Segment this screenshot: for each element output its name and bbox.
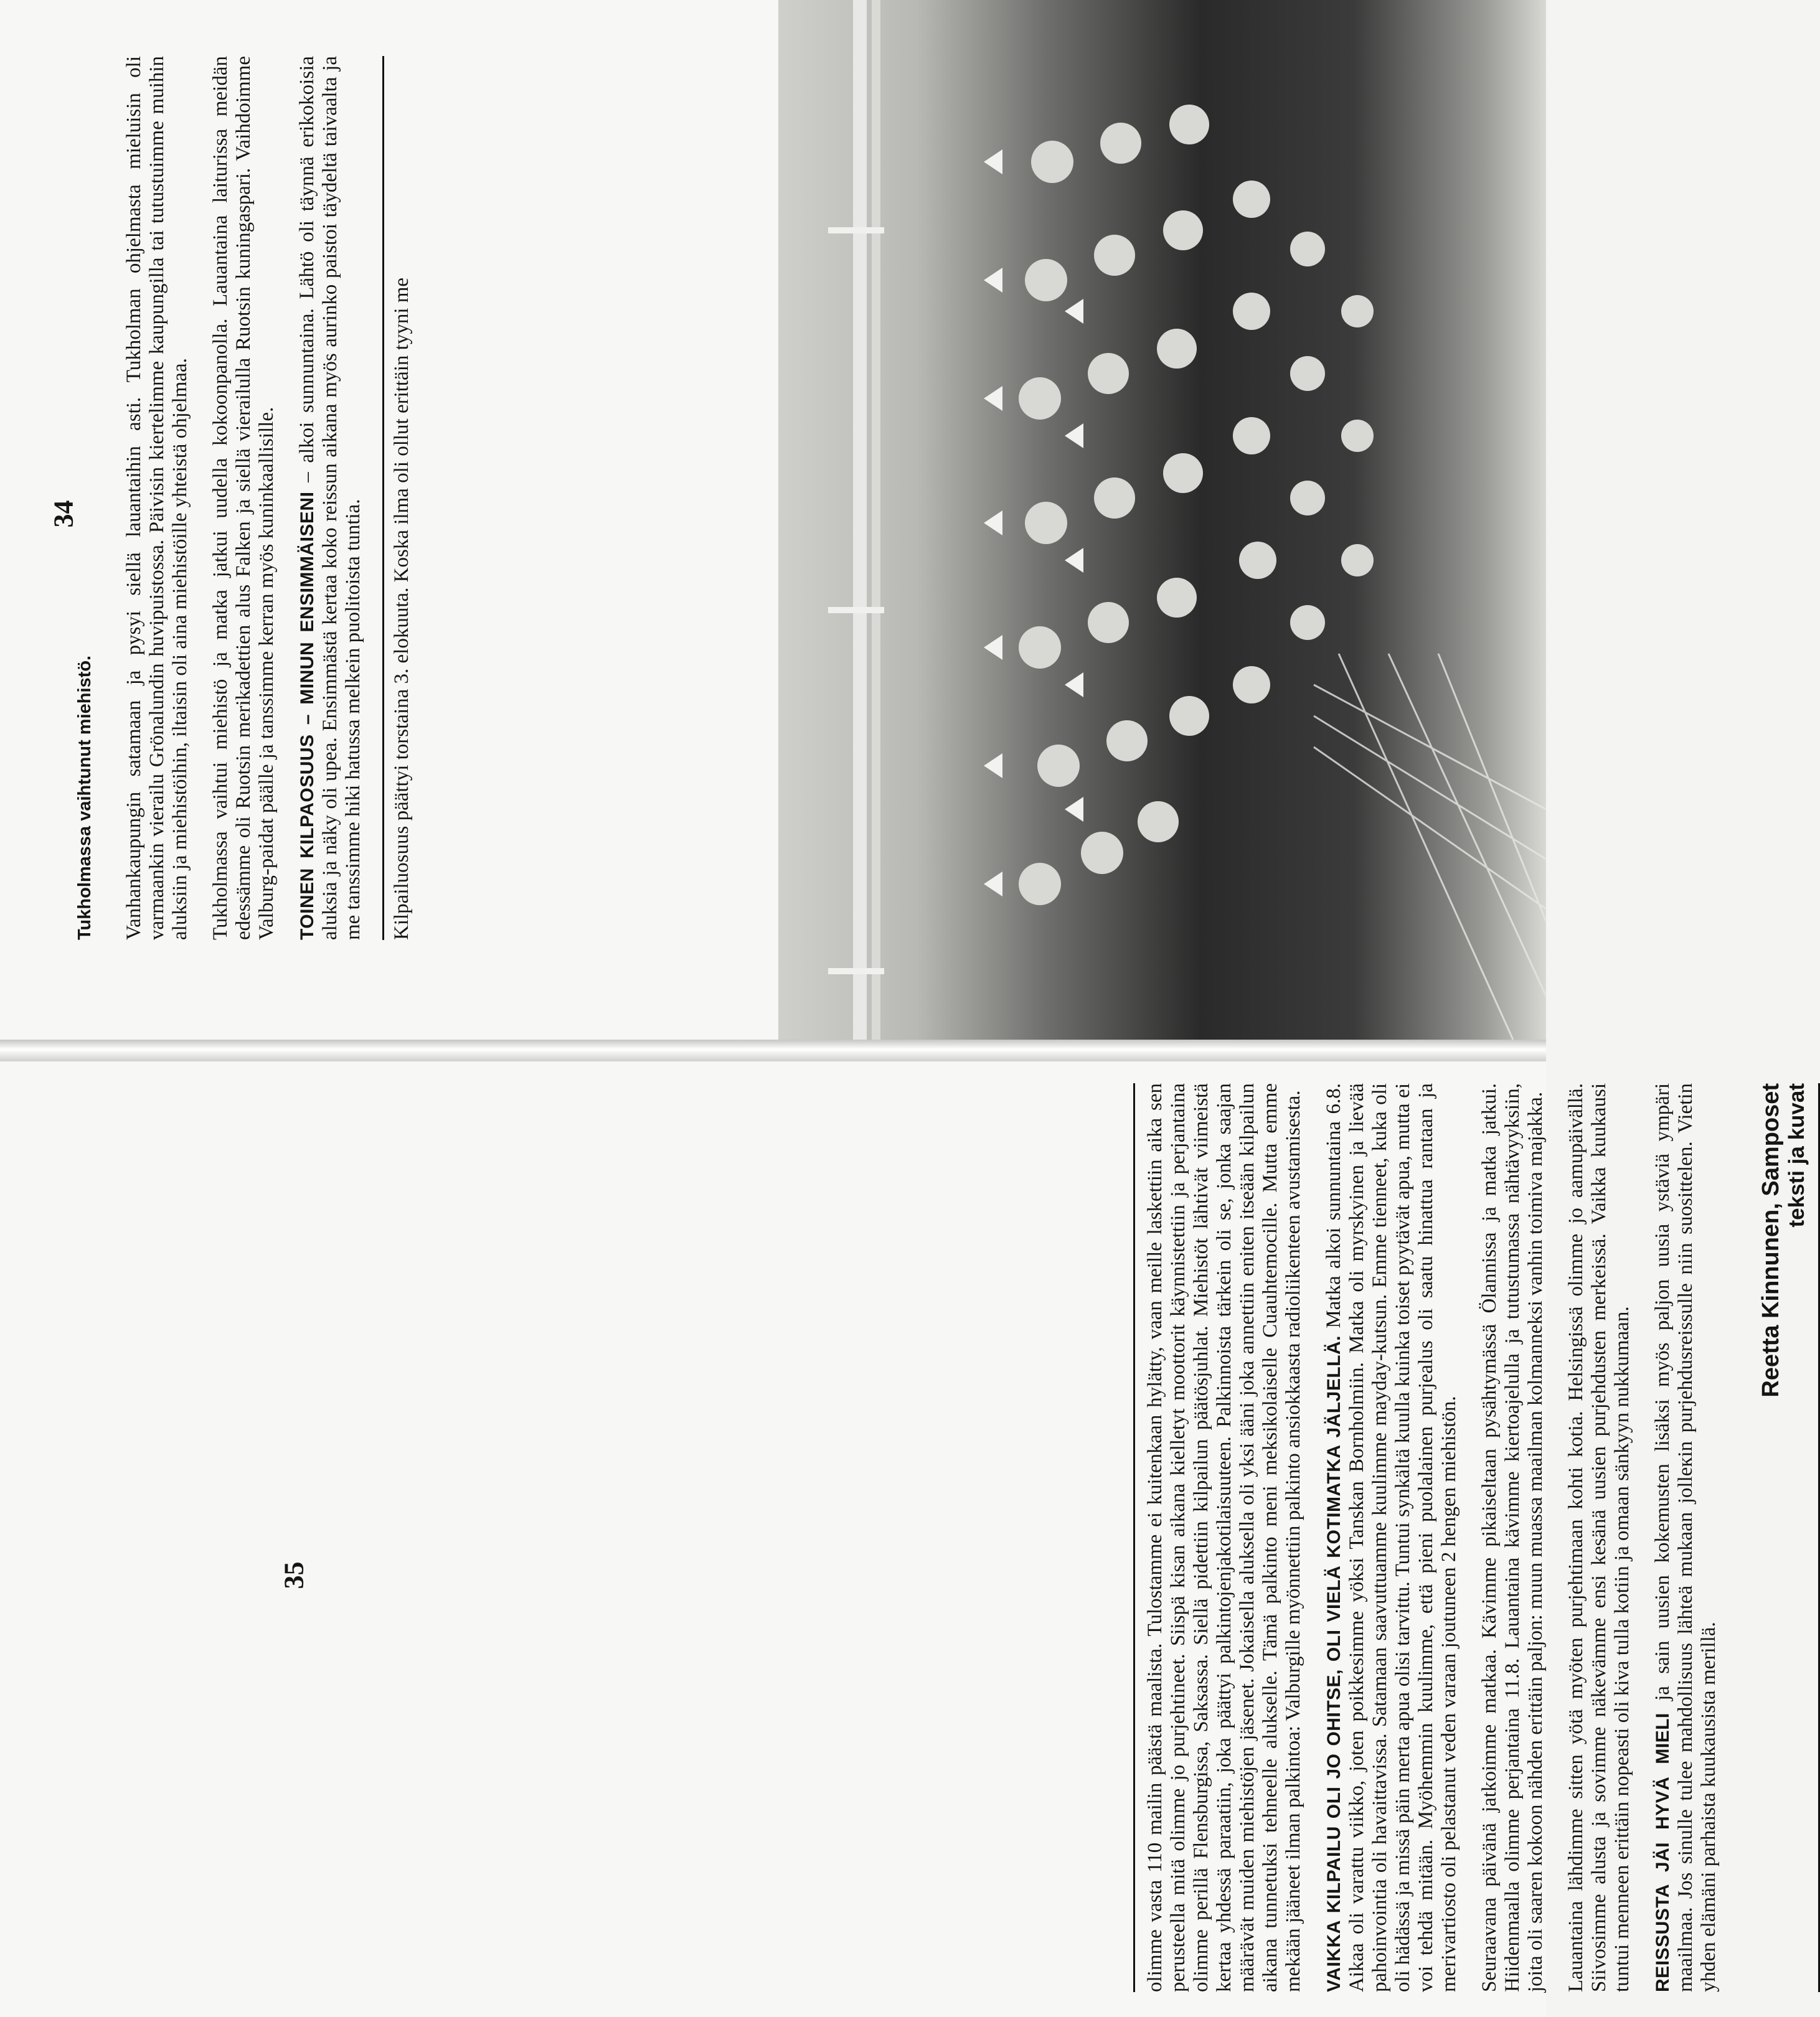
- page-34: [0, 0, 1546, 1041]
- paragraph-7-text: Seuraavana päivänä jatkoimme matkaa. Kävimme pikaiseltaan pysähtymässä Ölannissa ja matka jatkui. Hiidenmaalla olimme perjantaina 11.8. Lauantaina kävimme kiertoajelulla ja tutustumassa nähtävyyksiin, joita oli saaren kokoon nähden erittäin paljon: muun muassa maailman kolmanneksi vanhin toimiva majakka.: [1478, 1083, 1547, 1992]
- paragraph-3: [296, 56, 365, 940]
- top-rule: [1133, 1083, 1135, 1992]
- paragraph-8: [1565, 1083, 1634, 1992]
- paragraph-9: [1651, 1083, 1720, 1992]
- paragraph-5-text: olimme vasta 110 mailin päästä maalista. Tulostamme ei kuitenkaan hylätty, vaan meille laskettiin aika sen perusteella mitä olimme jo purjehtineet. Siispä kisan aikana kielletyt moottorit käynnistettiin ja perjantaina olimme perillä Flensburgissa, Saksassa. Siellä pidettiin kilpailun päätösjuhlat. Miehistöt lähtivät viimeistä kertaa yhdessä paraatiin, joka päättyi palkintojenjakotilaisuuteen. Palkinnoista tärkein oli se, jonka saajan määrävät muiden miehistöjen jäsenet. Jokaisella aluksella oli yksi ääni joka annettiin eniten itseään kilpailun aikana tunnetuksi tehneelle alukselle. Tämä palkinto meni meksikolaiselle Cuauhtemocille. Mutta emme mekään jääneet ilman palkintoa: Valburgille myönnettiin palkinto ansiokkaasta radioliikenteen avustamisesta.: [1144, 1083, 1304, 1992]
- paragraph-2-text: Tukholmassa vaihtui miehistö ja matka jatkui uudella kokoonpanolla. Lauantaina laiturissa meidän edessämme oli Ruotsin merikadettien alus Falken ja siellä vierailulla Ruotsin kuningaspari. Vaihdoimme Valburg-paidat päälle ja tanssimme kerran myös kuninkaallisille.: [209, 56, 278, 940]
- paragraph-7: [1478, 1083, 1547, 1992]
- paragraph-4: [390, 56, 413, 940]
- book-gutter: [0, 1040, 1546, 1061]
- author-credit: Reetta Kinnunen, Samposet: [1758, 1083, 1784, 1398]
- photo-illustration: [778, 0, 1546, 1040]
- page-35-text-frame: [1133, 1083, 1809, 1992]
- paragraph-6: [1323, 1083, 1461, 1992]
- page-number-34: 34: [48, 500, 79, 528]
- paragraph-9-lead: REISSUSTA JÄI HYVÄ MIELI: [1653, 1713, 1673, 1992]
- author-role: teksti ja kuvat: [1785, 1083, 1809, 1228]
- page-34-text-frame: [75, 56, 728, 940]
- paragraph-5: [1144, 1083, 1305, 1992]
- paragraph-8-text: Lauantaina lähdimme sitten yötä myöten purjehtimaan kohti kotia. Helsingissä olimme jo aamupäivällä. Siivosimme alusta ja sovimme näkevämme ensi kesänä uusien purjehdusten merkeissä. Vaikka kuukausi tuntui menneen erittäin nopeasti oli kiva tulla kotiin ja omaan sänkyyn nukkumaan.: [1565, 1083, 1633, 1992]
- crew-group-photo: [778, 0, 1546, 1040]
- paragraph-3-lead: TOINEN KILPAOSUUS – MINUN ENSIMMÄISENI: [297, 491, 318, 940]
- paragraph-1: [123, 56, 192, 940]
- paragraph-2: [209, 56, 278, 940]
- column-rule: [382, 56, 384, 940]
- paragraph-4-text: Kilpailuosuus päättyi torstaina 3. elokuuta. Koska ilma oli ollut erittäin tyyni me: [390, 277, 413, 940]
- page-number-35: 35: [278, 1561, 309, 1589]
- photo-caption: Tukholmassa vaihtunut miehistö.: [75, 655, 95, 940]
- paragraph-6-lead: VAIKKA KILPAILU OLI JO OHITSE, OLI VIELÄ KOTIMATKA JÄLJELLÄ.: [1324, 1335, 1344, 1992]
- paragraph-9-text: ja sain uusien kokemusten lisäksi myös paljon uusia ystäviä ympäri maailmaa. Jos sinulle tulee mahdollisuus lähteä mukaan jolleкin purjehdusreissulle niin suosittelen. Vietin yhden elämäni parhaista kuukausista merillä.: [1651, 1083, 1720, 1992]
- paragraph-3-text: – alkoi sunnuntaina. Lähtö oli täynnä erikokoisia aluksia ja näky oli upea. Ensimmästä kertaa koko reissun aikana myös aurinko paistoi täydeltä taivaalta ja me tanssimme hiki hatussa melkein puolitoista tuntia.: [296, 56, 364, 940]
- paragraph-6-text: Matka alkoi sunnuntaina 6.8. Aikaa oli varattu viikko, joten poikkesimme yöksi Tanskan Bornholmiin. Matka oli myrskyinen ja lievää pahoinvointia oli havaittavissa. Satamaan saavuttuamme kuulimme mayday-kutsun. Emme tienneet, kuka oli oli hädässä ja missä päin merta apua olisi tarvittu. Tuntui synkältä kuulla kuinka toiset pyytävät apua, mutta ei voi tehdä mitään. Myöhemmin kuulimme, että pieni puolalainen purjealus oli saatu hinattua rantaan ja merivartiosto oli pelastanut veden varaan joutuneen 2 hengen miehistön.: [1323, 1083, 1460, 1992]
- paragraph-1-text: Vanhankaupungin satamaan ja pysyi siellä lauantaihin asti. Tukholman ohjelmasta mieluisin oli varmaankin vierailu Grönalundin huvipuistossa. Päivisin kiertelimme kaupungilla tai tutustuimme muihin aluksiin ja miehistöihin, iltaisin oli aina miehistöille yhteistä ohjelmaa.: [123, 56, 191, 940]
